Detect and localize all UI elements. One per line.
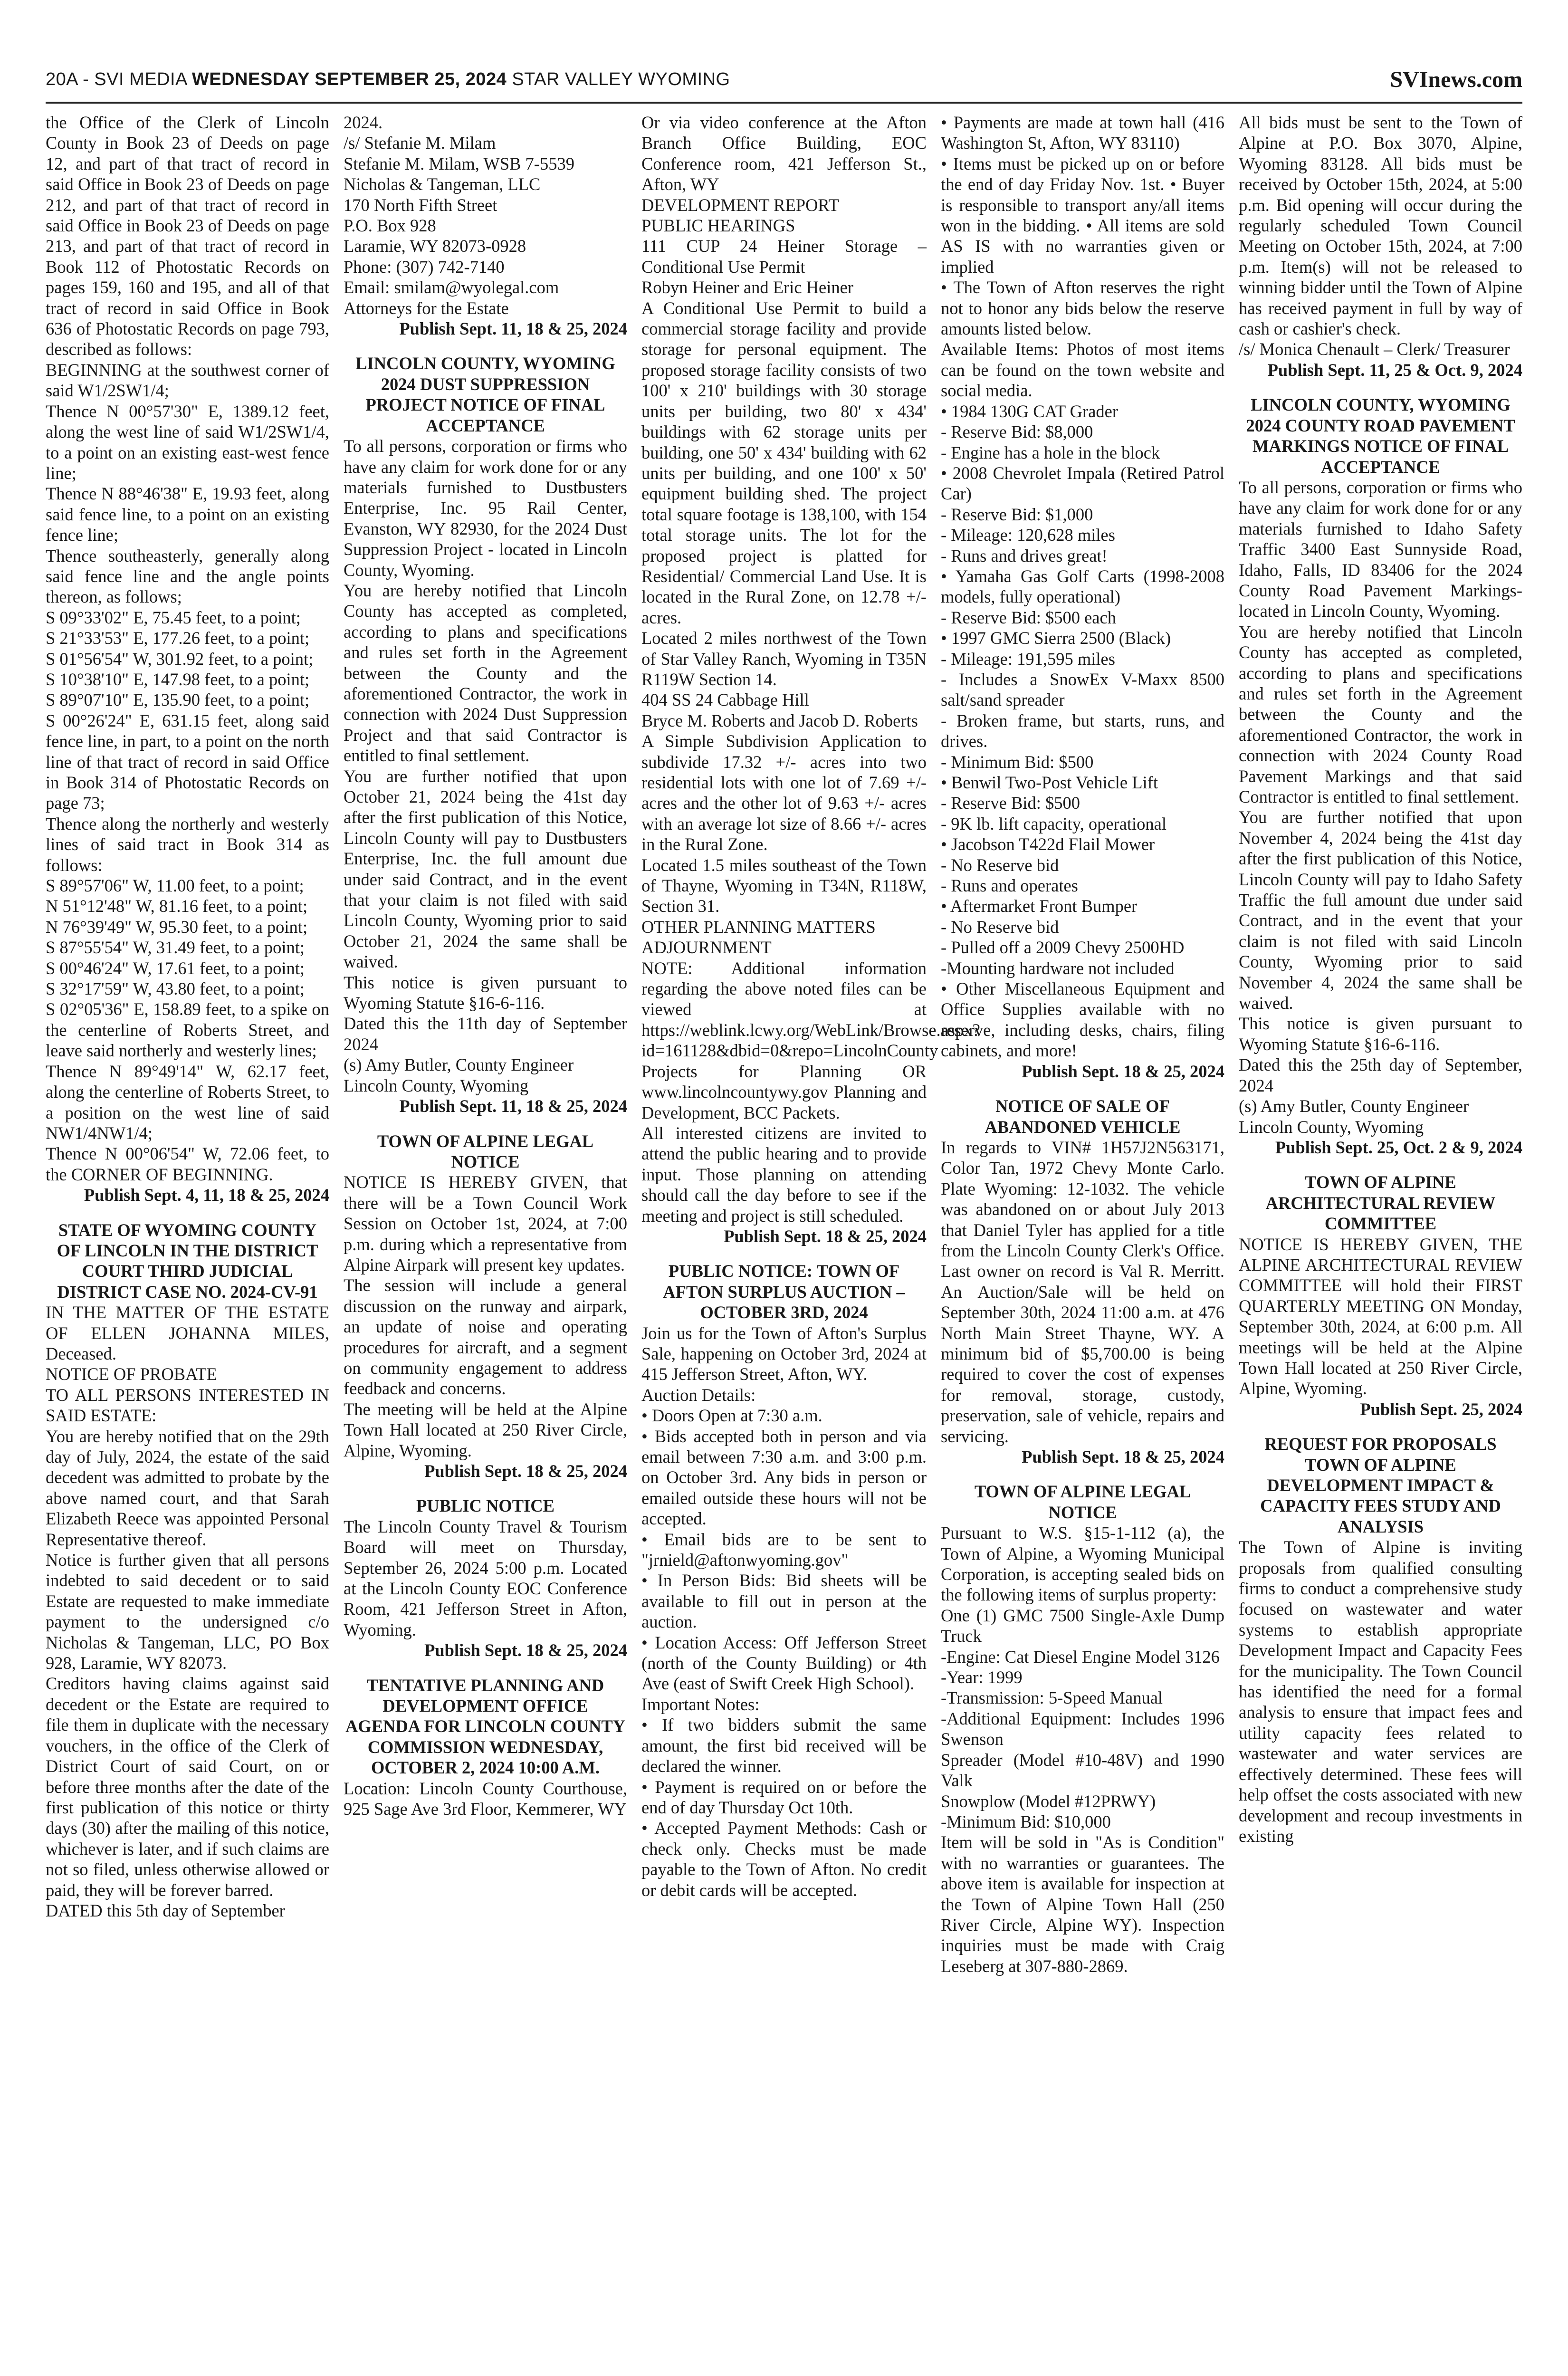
notice-text: Robyn Heiner and Eric Heiner: [641, 278, 853, 297]
notice-text: -Mounting hardware not included: [941, 958, 1175, 978]
notice-text: - Broken frame, but starts, runs, and drives.: [941, 710, 1224, 751]
notice-text: /s/ Stefanie M. Milam: [344, 133, 496, 153]
column-5: [1239, 112, 1522, 2376]
notice-text: P.O. Box 928: [344, 216, 436, 236]
notice-text: BEGINNING at the southwest corner of said W1/2SW1/4;: [46, 360, 329, 401]
notice-text: Laramie, WY 82073-0928: [344, 236, 526, 256]
notice-text: To all persons, corporation or firms who have any claim for work done for or any materials furnished to Idaho Safety Traffic 3400 East Sunnyside Road, Idaho, Falls, ID 83406 for the 2024 County Road Pavement Markings- located in Lincoln County, Wyoming.: [1239, 477, 1522, 621]
notice-heading: REQUEST FOR PROPOSALS TOWN OF ALPINE DEVELOPMENT IMPACT & CAPACITY FEES STUDY AND ANALYSIS: [1260, 1434, 1501, 1536]
notice-text: -Transmission: 5-Speed Manual: [941, 1688, 1163, 1708]
notice-text: S 09°33'02" E, 75.45 feet, to a point;: [46, 607, 301, 627]
publish-dates: Publish Sept. 11, 18 & 25, 2024: [399, 1096, 627, 1116]
column-3: [641, 112, 980, 2376]
publish-dates: Publish Sept. 25, Oct. 2 & 9, 2024: [1275, 1137, 1522, 1157]
notice-text: - Mileage: 120,628 miles: [941, 525, 1115, 545]
notice-text: - Reserve Bid: $500 each: [941, 607, 1116, 627]
notice-text: S 02°05'36" E, 158.89 feet, to a spike on the centerline of Roberts Street, and leave said northerly and westerly lines;: [46, 999, 329, 1061]
notice-text: NOTE: Additional information regarding the above noted files can be viewed at https://weblink.lcwy.org/WebLink/Browse.aspx?id=161128&dbid=0&repo=LincolnCounty: [641, 958, 980, 1061]
column-1: [46, 112, 329, 2376]
notice-text: Projects for Planning OR www.lincolncountywy.gov Planning and Development, BCC Packets.: [641, 1061, 927, 1122]
notice-text: - Runs and drives great!: [941, 546, 1108, 565]
notice-heading: PUBLIC NOTICE: [416, 1496, 555, 1516]
notice-text: You are hereby notified that Lincoln County has accepted as completed, according to plans and specifications and rules set forth in the Agreement between the County and the aforementioned Contractor, the work in connection with 2024 County Road Pavement Markings and that said Contractor is entitled to final settlement.: [1239, 622, 1522, 806]
notice-text: • The Town of Afton reserves the right not to honor any bids below the reserve amounts listed below.: [941, 278, 1224, 339]
notice-text: Thence N 00°06'54" W, 72.06 feet, to the CORNER OF BEGINNING.: [46, 1144, 329, 1184]
notice-text: - Reserve Bid: $1,000: [941, 504, 1093, 524]
notice-heading: TENTATIVE PLANNING AND DEVELOPMENT OFFICE AGENDA FOR LINCOLN COUNTY COMMISSION WEDNESDAY, OCTOBER 2, 2024 10:00 A.M.: [345, 1675, 626, 1778]
notice-text: Thence N 89°49'14" W, 62.17 feet, along the centerline of Roberts Street, to a position on the west line of said NW1/4NW1/4;: [46, 1061, 329, 1143]
notice-text: - No Reserve bid: [941, 855, 1059, 875]
header-rule: [46, 102, 1522, 104]
notice-text: (s) Amy Butler, County Engineer: [344, 1055, 574, 1075]
notice-text: A Simple Subdivision Application to subdivide 17.32 +/- acres into two residential lots with one lot of 7.69 +/- acres and the other lot of 9.63 +/- acres with an average lot size of 8.66 +/- acres in the Rural Zone.: [641, 731, 927, 854]
header-section: 20A - SVI MEDIA: [46, 69, 187, 89]
notice-text: • Bids accepted both in person and via email between 7:30 a.m. and 3:00 p.m. on October 3rd. Any bids in person or emailed outside these hours will not be accepted.: [641, 1426, 927, 1529]
notice-text: • Doors Open at 7:30 a.m.: [641, 1406, 822, 1426]
publish-dates: Publish Sept. 18 & 25, 2024: [724, 1226, 927, 1246]
notice-text: DATED this 5th day of September: [46, 1900, 285, 1920]
notice-text: • Payment is required on or before the end of day Thursday Oct 10th.: [641, 1777, 927, 1817]
notice-text: -Additional Equipment: Includes 1996 Swenson: [941, 1708, 1224, 1749]
notice-text: Attorneys for the Estate: [344, 298, 509, 318]
notice-text: DEVELOPMENT REPORT: [641, 195, 839, 215]
notice-text: • Items must be picked up on or before the end of day Friday Nov. 1st. • Buyer is responsible to transport any/all items won in the bidding. • All items are sold AS IS with no warranties given or implied: [941, 153, 1224, 277]
publish-dates: Publish Sept. 18 & 25, 2024: [1022, 1061, 1224, 1081]
notice-heading: LINCOLN COUNTY, WYOMING 2024 DUST SUPPRESSION PROJECT NOTICE OF FINAL ACCEPTANCE: [355, 354, 615, 435]
header-location: STAR VALLEY WYOMING: [512, 69, 730, 89]
notice-text: Or via video conference at the Afton Branch Office Building, EOC Conference room, 421 Jefferson St., Afton, WY: [641, 113, 927, 194]
notice-text: Nicholas & Tangeman, LLC: [344, 174, 541, 194]
publish-dates: Publish Sept. 18 & 25, 2024: [424, 1640, 627, 1660]
notice-text: (s) Amy Butler, County Engineer: [1239, 1096, 1469, 1116]
notice-text: • Jacobson T422d Flail Mower: [941, 834, 1155, 854]
notice-text: NOTICE IS HEREBY GIVEN, that there will be a Town Council Work Session on October 1st, 2024, at 7:00 p.m. during which a representative from Alpine Airpark will present key updates.: [344, 1172, 627, 1274]
notice-text: Join us for the Town of Afton's Surplus Sale, happening on October 3rd, 2024 at 415 Jefferson Street, Afton, WY.: [641, 1323, 927, 1384]
notice-heading: TOWN OF ALPINE LEGAL NOTICE: [377, 1131, 594, 1171]
notice-text: the Office of the Clerk of Lincoln County in Book 23 of Deeds on page 12, and part of that tract of record in said Office in Book 23 of Deeds on page 212, and part of that tract of record in said Office in Book 23 of Deeds on page 213, and part of that tract of record in Book 112 of Photostatic Records on pages 159, 160 and 195, and all of that tract of record in said Office in Book 636 of Photostatic Records on page 793, described as follows:: [46, 113, 329, 359]
notice-text: -Minimum Bid: $10,000: [941, 1811, 1111, 1831]
notice-text: Pursuant to W.S. §15-1-112 (a), the Town of Alpine, a Wyoming Municipal Corporation, is accepting sealed bids on the following items of surplus property:: [941, 1523, 1224, 1605]
notice-text: • Aftermarket Front Bumper: [941, 896, 1138, 916]
notice-text: • Other Miscellaneous Equipment and Office Supplies available with no reserve, including desks, chairs, filing cabinets, and more!: [941, 979, 1224, 1061]
notice-text: You are hereby notified that Lincoln County has accepted as completed, according to plans and specifications and rules set forth in the Agreement between the County and the aforementioned Contractor, the work in connection with 2024 Dust Suppression Project and that said Contractor is entitled to final settlement.: [344, 580, 627, 766]
notice-text: Located 1.5 miles southeast of the Town of Thayne, Wyoming in T34N, R118W, Section 31.: [641, 855, 927, 916]
notice-text: - Includes a SnowEx V-Maxx 8500 salt/sand spreader: [941, 669, 1224, 710]
publish-dates: Publish Sept. 11, 18 & 25, 2024: [399, 319, 627, 339]
notice-text: Located 2 miles northwest of the Town of Star Valley Ranch, Wyoming in T35N R119W Section 14.: [641, 628, 927, 689]
notice-text: The session will include a general discussion on the runway and airpark, an update of noise and operating procedures for aircraft, and a segment on community engagement to address feedback and concerns.: [344, 1275, 627, 1399]
notice-text: Email: smilam@wyolegal.com: [344, 278, 559, 297]
notice-text: • 2008 Chevrolet Impala (Retired Patrol Car): [941, 463, 1224, 504]
notice-text: NOTICE IS HEREBY GIVEN, THE ALPINE ARCHITECTURAL REVIEW COMMITTEE will hold their FIRST QUARTERLY MEETING ON Monday, September 30th, 2024, at 6:00 p.m. All meetings will be held at the Alpine Town Hall located at 250 River Circle, Alpine, Wyoming.: [1239, 1234, 1522, 1399]
notice-text: - No Reserve bid: [941, 917, 1059, 937]
notice-text: PUBLIC HEARINGS: [641, 216, 795, 236]
notice-text: Phone: (307) 742-7140: [344, 257, 505, 277]
notice-text: 111 CUP 24 Heiner Storage – Conditional Use Permit: [641, 236, 927, 277]
publish-dates: Publish Sept. 25, 2024: [1360, 1399, 1522, 1419]
notice-text: This notice is given pursuant to Wyoming Statute §16-6-116.: [344, 972, 627, 1013]
notice-text: - Mileage: 191,595 miles: [941, 649, 1115, 669]
notice-text: Lincoln County, Wyoming: [344, 1075, 529, 1095]
notice-text: • Benwil Two-Post Vehicle Lift: [941, 773, 1158, 792]
notice-text: Dated this the 11th day of September 2024: [344, 1014, 627, 1054]
notice-text: Thence N 88°46'38" E, 19.93 feet, along said fence line, to a point on an existing fence line;: [46, 484, 329, 545]
notice-text: Thence southeasterly, generally along said fence line and the angle points thereon, as follows;: [46, 546, 329, 607]
notice-text: Location: Lincoln County Courthouse, 925 Sage Ave 3rd Floor, Kemmerer, WY: [344, 1778, 627, 1819]
notice-text: Stefanie M. Milam, WSB 7-5539: [344, 153, 574, 173]
column-2: [344, 112, 627, 2376]
notice-text: N 51°12'48" W, 81.16 feet, to a point;: [46, 896, 308, 916]
notice-text: - Engine has a hole in the block: [941, 442, 1160, 462]
notice-text: NOTICE OF PROBATE: [46, 1364, 217, 1384]
notice-text: S 32°17'59" W, 43.80 feet, to a point;: [46, 979, 305, 999]
notice-text: - 9K lb. lift capacity, operational: [941, 814, 1166, 834]
page-header: [46, 61, 1522, 98]
notice-text: The meeting will be held at the Alpine Town Hall located at 250 River Circle, Alpine, Wyoming.: [344, 1399, 627, 1460]
notice-text: Auction Details:: [641, 1385, 756, 1405]
notice-text: - Pulled off a 2009 Chevy 2500HD: [941, 938, 1185, 958]
notice-text: Bryce M. Roberts and Jacob D. Roberts: [641, 710, 918, 730]
notice-text: S 00°26'24" E, 631.15 feet, along said fence line, in part, to a point on the north line of that tract of record in said Office in Book 314 of Photostatic Records on page 73;: [46, 710, 330, 813]
notice-text: -Engine: Cat Diesel Engine Model 3126: [941, 1647, 1220, 1667]
notice-text: • In Person Bids: Bid sheets will be available to fill out in person at the auction.: [641, 1571, 927, 1632]
notice-text: Important Notes:: [641, 1694, 760, 1714]
notice-text: You are further notified that upon November 4, 2024 being the 41st day after the first publication of this Notice, Lincoln County will pay to Idaho Safety Traffic the full amount due under said Contract, and in the event that your claim is not filed with said Lincoln County, Wyoming prior to said November 4, 2024 the same shall be waived.: [1239, 807, 1522, 1013]
publish-dates: Publish Sept. 18 & 25, 2024: [1022, 1447, 1224, 1466]
notice-text: S 00°46'24" W, 17.61 feet, to a point;: [46, 958, 305, 978]
notice-text: The Town of Alpine is inviting proposals from qualified consulting firms to conduct a comprehensive study focused on wastewater and water systems to establish appropriate Development Impact and Capacity Fees for the municipality. The Town Council has identified the need for a formal analysis to ensure that impact fees and utility capacity fees related to wastewater and water services are effectively determined. These fees will help offset the costs associated with new development and recoup investments in existing: [1239, 1537, 1522, 1846]
notice-text: Spreader (Model #10-48V) and 1990 Valk: [941, 1750, 1224, 1791]
notice-text: - Reserve Bid: $8,000: [941, 422, 1093, 442]
notice-text: 404 SS 24 Cabbage Hill: [641, 690, 809, 710]
notice-text: • Accepted Payment Methods: Cash or check only. Checks must be made payable to the Town of Afton. No credit or debit cards will be accepted.: [641, 1818, 927, 1900]
notice-text: 2024.: [344, 113, 383, 132]
notice-text: OTHER PLANNING MATTERS: [641, 917, 876, 937]
notice-heading: LINCOLN COUNTY, WYOMING 2024 COUNTY ROAD PAVEMENT MARKINGS NOTICE OF FINAL ACCEPTANCE: [1246, 395, 1515, 477]
notice-text: Thence along the northerly and westerly lines of said tract in Book 314 as follows:: [46, 814, 329, 875]
notice-text: S 01°56'54" W, 301.92 feet, to a point;: [46, 649, 314, 669]
notice-text: To all persons, corporation or firms who have any claim for work done for or any materials furnished to Dustbusters Enterprise, Inc. 95 Rail Center, Evanston, WY 82930, for the 2024 Dust Suppression Project - located in Lincoln County, Wyoming.: [344, 436, 627, 580]
notice-text: You are further notified that upon October 21, 2024 being the 41st day after the first publication of this Notice, Lincoln County will pay to Dustbusters Enterprise, Inc. the full amount due under said Contract, and in the event that your claim is not filed with said Lincoln County, Wyoming prior to said October 21, 2024 the same shall be waived.: [344, 766, 627, 972]
notice-heading: PUBLIC NOTICE: TOWN OF AFTON SURPLUS AUCTION – OCTOBER 3RD, 2024: [663, 1261, 905, 1322]
notice-text: All bids must be sent to the Town of Alpine at P.O. Box 3070, Alpine, Wyoming 83128. All bids must be received by October 15th, 2024, at 5:00 p.m. Bid opening will occur during the regularly scheduled Town Council Meeting on October 15th, 2024, at 7:00 p.m. Item(s) will not be released to winning bidder until the Town of Alpine has received payment in full by way of cash or cashier's check.: [1239, 113, 1522, 339]
notice-text: S 89°07'10" E, 135.90 feet, to a point;: [46, 690, 310, 710]
header-folio: [46, 69, 730, 90]
column-4: [941, 112, 1224, 2376]
notice-text: - Runs and operates: [941, 876, 1078, 896]
notice-text: In regards to VIN# 1H57J2N563171, Color Tan, 1972 Chevy Monte Carlo. Plate Wyoming: 12-1032. The vehicle was abandoned on or about July 2013 that Daniel Tyler has applied for a title from the Lincoln County Clerk's Office. Last owner on record is Val R. Merritt. An Auction/Sale will be held on September 30th, 2024 11:00 a.m. at 476 North Main Street Thayne, WY. A minimum bid of $5,700.00 is being required to cover the cost of expenses for removal, storage, custody, preservation, sale of vehicle, repairs and servicing.: [941, 1137, 1224, 1446]
notice-text: This notice is given pursuant to Wyoming Statute §16-6-116.: [1239, 1014, 1522, 1054]
publish-dates: Publish Sept. 18 & 25, 2024: [424, 1461, 627, 1481]
notice-text: • Yamaha Gas Golf Carts (1998-2008 models, fully operational): [941, 566, 1224, 607]
notice-text: • Location Access: Off Jefferson Street (north of the County Building) or 4th Ave (east of Swift Creek High School).: [641, 1632, 927, 1694]
notice-text: Thence N 00°57'30" E, 1389.12 feet, along the west line of said W1/2SW1/4, to a point on an existing east-west fence line;: [46, 401, 329, 483]
notice-text: IN THE MATTER OF THE ESTATE OF ELLEN JOHANNA MILES, Deceased.: [46, 1303, 329, 1363]
notice-heading: TOWN OF ALPINE ARCHITECTURAL REVIEW COMMITTEE: [1265, 1172, 1496, 1234]
notice-text: Item will be sold in "As is Condition" with no warranties or guarantees. The above item is available for inspection at the Town of Alpine Town Hall (250 River Circle, Alpine WY). Inspection inquiries must be made with Craig Leseberg at 307-880-2869.: [941, 1832, 1224, 1976]
notice-text: -Year: 1999: [941, 1667, 1023, 1687]
notice-text: • If two bidders submit the same amount, the first bid received will be declared the winner.: [641, 1715, 927, 1776]
notice-text: S 10°38'10" E, 147.98 feet, to a point;: [46, 669, 310, 689]
notice-text: You are hereby notified that on the 29th day of July, 2024, the estate of the said decedent was admitted to probate by the above named court, and that Sarah Elizabeth Reece was appointed Personal Representative thereof.: [46, 1426, 329, 1549]
notice-text: • Email bids are to be sent to "jrnield@aftonwyoming.gov": [641, 1529, 927, 1570]
notice-text: Lincoln County, Wyoming: [1239, 1117, 1424, 1137]
notice-text: S 89°57'06" W, 11.00 feet, to a point;: [46, 876, 304, 896]
notice-text: /s/ Monica Chenault – Clerk/ Treasurer: [1239, 339, 1510, 359]
notice-text: Snowplow (Model #12PRWY): [941, 1791, 1156, 1811]
notice-heading: TOWN OF ALPINE LEGAL NOTICE: [974, 1482, 1191, 1522]
publish-dates: Publish Sept. 4, 11, 18 & 25, 2024: [84, 1185, 329, 1205]
publish-dates: Publish Sept. 11, 25 & Oct. 9, 2024: [1267, 360, 1522, 380]
header-site[interactable]: SVInews.com: [1390, 67, 1522, 92]
notice-text: Dated this the 25th day of September, 2024: [1239, 1055, 1522, 1095]
notice-text: Creditors having claims against said decedent or the Estate are required to file them in duplicate with the necessary vouchers, in the office of the Clerk of District Court of said Court, on or before three months after the date of the first publication of this notice or thirty days (30) after the mailing of this notice, whichever is later, and if such claims are not so filed, unless otherwise allowed or paid, they will be forever barred.: [46, 1674, 329, 1900]
notice-text: Available Items: Photos of most items can be found on the town website and social media.: [941, 339, 1224, 401]
header-date: WEDNESDAY SEPTEMBER 25, 2024: [191, 69, 507, 89]
notice-text: ADJOURNMENT: [641, 938, 772, 958]
notice-text: One (1) GMC 7500 Single-Axle Dump Truck: [941, 1605, 1224, 1646]
notice-text: A Conditional Use Permit to build a commercial storage facility and provide storage for personal equipment. The proposed storage facility consists of two 100' x 210' buildings with 30 storage units per building, two 80' x 434' buildings with 62 storage units per building, one 50' x 434' building with 62 units per building, and one 100' x 50' equipment building shed. The project total square footage is 138,100, with 154 total storage units. The lot for the proposed project is platted for Residential/ Commercial Land Use. It is located in the Rural Zone, on 12.78 +/- acres.: [641, 298, 927, 627]
notice-text: TO ALL PERSONS INTERESTED IN SAID ESTATE:: [46, 1385, 329, 1426]
notice-text: - Reserve Bid: $500: [941, 793, 1080, 813]
notice-text: - Minimum Bid: $500: [941, 752, 1094, 772]
notice-text: • Payments are made at town hall (416 Washington St, Afton, WY 83110): [941, 113, 1224, 153]
notice-text: The Lincoln County Travel & Tourism Board will meet on Thursday, September 26, 2024 5:00 p.m. Located at the Lincoln County EOC Conference Room, 421 Jefferson Street in Afton, Wyoming.: [344, 1516, 627, 1639]
notice-text: N 76°39'49" W, 95.30 feet, to a point;: [46, 917, 308, 937]
notice-text: Notice is further given that all persons indebted to said decedent or to said Estate are requested to make immediate payment to the undersigned c/o Nicholas & Tangeman, LLC, PO Box 928, Laramie, WY 82073.: [46, 1550, 329, 1673]
notice-heading: STATE OF WYOMING COUNTY OF LINCOLN IN THE DISTRICT COURT THIRD JUDICIAL DISTRICT CASE NO. 2024-CV-91: [57, 1220, 318, 1302]
notice-text: S 87°55'54" W, 31.49 feet, to a point;: [46, 938, 305, 958]
notice-heading: NOTICE OF SALE OF ABANDONED VEHICLE: [985, 1096, 1181, 1137]
notice-text: • 1997 GMC Sierra 2500 (Black): [941, 628, 1171, 648]
notice-text: All interested citizens are invited to attend the public hearing and to provide input. Those planning on attending should call the day before to see if the meeting and project is still scheduled.: [641, 1123, 927, 1226]
notice-text: S 21°33'53" E, 177.26 feet, to a point;: [46, 628, 310, 648]
legal-notices: [46, 112, 1522, 2376]
notice-text: • 1984 130G CAT Grader: [941, 401, 1119, 421]
notice-text: 170 North Fifth Street: [344, 195, 497, 215]
